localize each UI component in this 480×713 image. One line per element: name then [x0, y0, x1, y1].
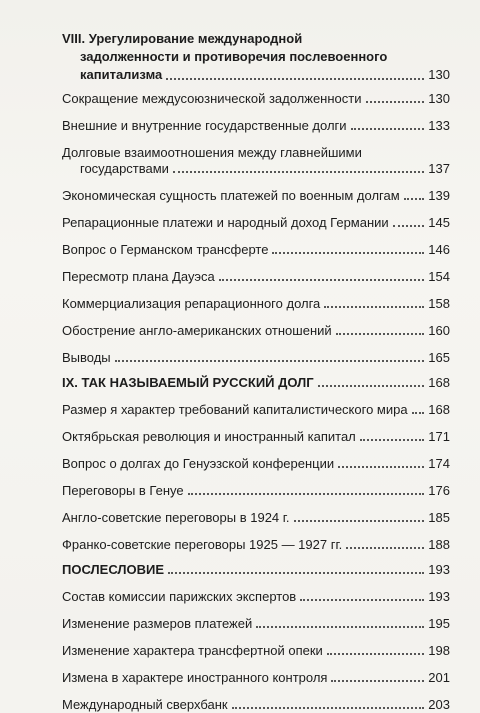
- toc-entry[interactable]: [62, 296, 450, 312]
- page-number: 160: [428, 323, 450, 338]
- entry-title-line2-row: [62, 161, 450, 177]
- page-number: 168: [428, 402, 450, 417]
- afterword-entries: [62, 589, 450, 713]
- entry-title: Изменение характера трансфертной опеки: [62, 643, 323, 658]
- dot-leader: [346, 547, 424, 549]
- toc-entry[interactable]: [62, 323, 450, 339]
- dot-leader: [360, 439, 425, 441]
- page-number: 201: [428, 670, 450, 685]
- page-number: 198: [428, 643, 450, 658]
- entry-title: Вопрос о Германском трансферте: [62, 242, 269, 257]
- toc-entry[interactable]: [62, 697, 450, 713]
- toc-entry[interactable]: [62, 429, 450, 445]
- dot-leader: [300, 599, 424, 601]
- toc-entry[interactable]: [62, 510, 450, 526]
- dot-leader: [256, 626, 424, 628]
- page-number: 171: [428, 429, 450, 444]
- toc-entry-two-line[interactable]: [62, 145, 450, 177]
- toc-entry[interactable]: [62, 269, 450, 285]
- page-number: 193: [428, 562, 450, 577]
- dot-leader: [232, 707, 425, 709]
- toc-entry[interactable]: [62, 402, 450, 418]
- toc-entry[interactable]: [62, 215, 450, 231]
- afterword-title: ПОСЛЕСЛОВИЕ: [62, 562, 165, 577]
- entry-title: Франко-советские переговоры 1925 — 1927 гг.: [62, 537, 343, 552]
- toc-entry[interactable]: [62, 91, 450, 107]
- toc-entry[interactable]: [62, 537, 450, 553]
- dot-leader: [336, 333, 425, 335]
- entry-title: Сокращение междусоюзнической задолженности: [62, 91, 362, 106]
- page-number: 185: [428, 510, 450, 525]
- entry-title: Выводы: [62, 350, 111, 365]
- page-number: 139: [428, 188, 450, 203]
- entry-title: Международный сверхбанк: [62, 697, 228, 712]
- chapter-8-line1: VIII. Урегулирование международной: [62, 31, 303, 46]
- dot-leader: [338, 466, 424, 468]
- toc-entry[interactable]: [62, 643, 450, 659]
- page-number: 137: [428, 161, 450, 176]
- toc-entry[interactable]: [62, 589, 450, 605]
- dot-leader: [327, 653, 424, 655]
- chapter-9-heading[interactable]: [62, 375, 450, 391]
- entry-title: Экономическая сущность платежей по военным долгам: [62, 188, 400, 203]
- chapter-8-line2: задолженности и противоречия послевоенного: [80, 49, 388, 64]
- page-number: 195: [428, 616, 450, 631]
- entry-title: Изменение размеров платежей: [62, 616, 253, 631]
- entry-title: Размер я характер требований капиталистического мира: [62, 402, 408, 417]
- toc-entry[interactable]: [62, 118, 450, 134]
- dot-leader: [366, 101, 425, 103]
- toc-entry[interactable]: [62, 188, 450, 204]
- entry-title-line2: государствами: [80, 161, 169, 176]
- table-of-contents: [62, 30, 450, 713]
- dot-leader: [272, 252, 424, 254]
- dot-leader: [294, 520, 425, 522]
- chapter-8-title-end: капитализма: [80, 67, 163, 82]
- dot-leader: [351, 128, 425, 130]
- toc-entry[interactable]: [62, 350, 450, 366]
- entry-title-line1: Долговые взаимоотношения между главнейшими: [62, 145, 362, 160]
- page-number: 154: [428, 269, 450, 284]
- entry-title: Пересмотр плана Дауэса: [62, 269, 215, 284]
- entry-title: Переговоры в Генуе: [62, 483, 184, 498]
- page-number: 188: [428, 537, 450, 552]
- page-number: 133: [428, 118, 450, 133]
- page-number: 130: [428, 91, 450, 106]
- dot-leader: [168, 572, 424, 574]
- dot-leader: [219, 279, 425, 281]
- toc-entry[interactable]: [62, 483, 450, 499]
- toc-entry[interactable]: [62, 616, 450, 632]
- page-number: 203: [428, 697, 450, 712]
- entry-title: Вопрос о долгах до Генуэзской конференции: [62, 456, 335, 471]
- dot-leader: [331, 680, 424, 682]
- entry-title: Состав комиссии парижских экспертов: [62, 589, 297, 604]
- page-number: 193: [428, 589, 450, 604]
- page-number: 158: [428, 296, 450, 311]
- dot-leader: [115, 360, 425, 362]
- entry-title: Репарационные платежи и народный доход Германии: [62, 215, 389, 230]
- entry-title: Внешние и внутренние государственные долги: [62, 118, 347, 133]
- dot-leader: [188, 493, 425, 495]
- dot-leader: [412, 412, 425, 414]
- dot-leader: [393, 225, 425, 227]
- entry-title: Октябрьская революция и иностранный капитал: [62, 429, 356, 444]
- dot-leader: [404, 198, 425, 200]
- page-number: 165: [428, 350, 450, 365]
- toc-entry[interactable]: [62, 242, 450, 258]
- afterword-heading[interactable]: [62, 562, 450, 578]
- chapter-9-title: IX. ТАК НАЗЫВАЕМЫЙ РУССКИЙ ДОЛГ: [62, 375, 314, 390]
- chapter-8-heading: [62, 30, 450, 84]
- entry-title: Англо-советские переговоры в 1924 г.: [62, 510, 290, 525]
- dot-leader: [166, 78, 424, 80]
- dot-leader: [173, 171, 424, 173]
- page-number: 146: [428, 242, 450, 257]
- dot-leader: [318, 385, 425, 387]
- dot-leader: [324, 306, 424, 308]
- chapter-8-line3: [62, 66, 450, 84]
- entry-title: Измена в характере иностранного контроля: [62, 670, 328, 685]
- page-number: 145: [428, 215, 450, 230]
- entry-title: Обострение англо-американских отношений: [62, 323, 332, 338]
- page-number: 130: [428, 67, 450, 82]
- page-number: 174: [428, 456, 450, 471]
- entry-title: Коммерциализация репарационного долга: [62, 296, 321, 311]
- toc-entry[interactable]: [62, 670, 450, 686]
- toc-entry[interactable]: [62, 456, 450, 472]
- page-number: 168: [428, 375, 450, 390]
- page-number: 176: [428, 483, 450, 498]
- chapter-8-entries: [62, 91, 450, 366]
- chapter-9-entries: [62, 402, 450, 553]
